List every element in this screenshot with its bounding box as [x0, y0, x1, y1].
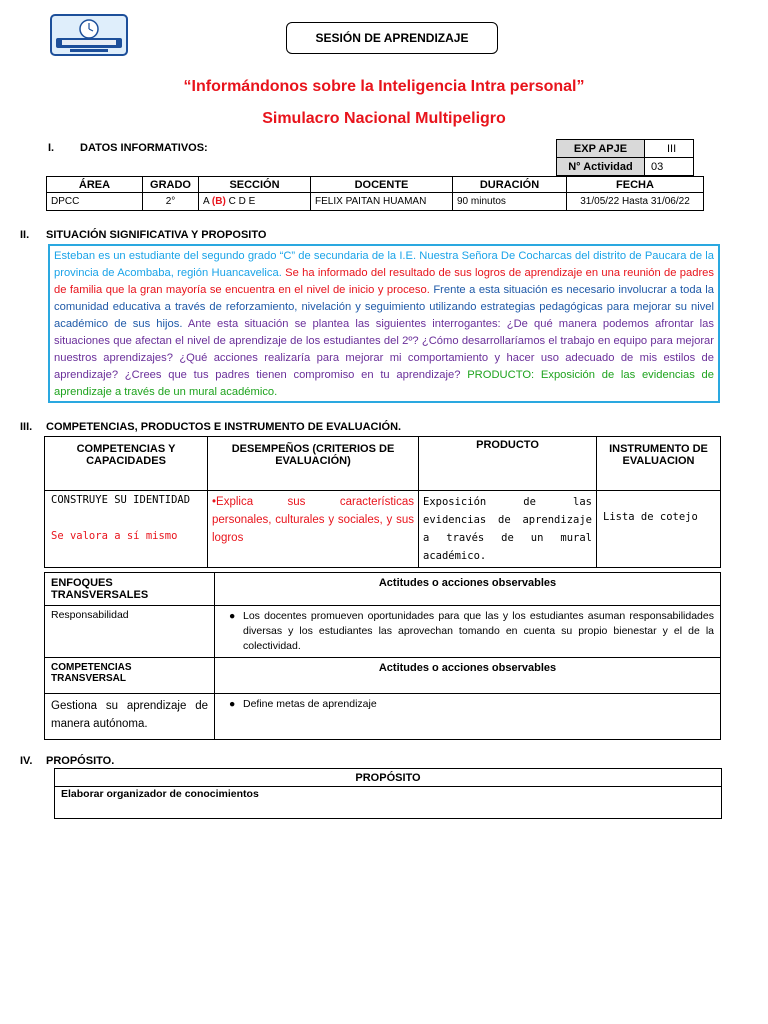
exp-label: EXP APJE — [557, 140, 645, 158]
table-row — [45, 491, 721, 568]
section2-number: II. — [20, 229, 30, 241]
cell-fecha: 31/05/22 Hasta 31/06/22 — [567, 193, 704, 211]
cell-seccion — [199, 193, 311, 211]
situation-text-4: Ante esta situación se plantea las siguientes interrogantes: ¿De qué manera podemos afrontar las situaciones que afectan el nivel de aprendizaje de los estudiantes del 2º? ¿Cómo desarrollaríamos el trabajo en equipo para mejorar nuestros aprendizajes? ¿Qué acciones realizaría para mejorar mi comportamiento y hacer uso adecuado de mis estilos de aprendizaje? ¿Crees que tus padres tienen compromiso en tu aprendizaje? — [54, 318, 714, 381]
actividad-label: N° Actividad — [557, 158, 645, 176]
table-row — [47, 193, 704, 211]
cell-competencia-accion — [215, 694, 721, 740]
competencia-name: CONSTRUYE SU IDENTIDAD — [51, 494, 191, 506]
session-title: SESIÓN DE APRENDIZAJE — [315, 31, 469, 45]
datos-table — [46, 176, 704, 211]
situation-box — [48, 244, 720, 403]
school-logo — [50, 14, 128, 56]
enfoques-table — [44, 572, 721, 740]
cell-grado: 2° — [143, 193, 199, 211]
cell-docente: FELIX PAITAN HUAMAN — [311, 193, 453, 211]
seccion-rest: C D E — [228, 196, 256, 207]
col-instrumento: INSTRUMENTO DE EVALUACION — [597, 437, 721, 491]
col-enfoques: ENFOQUES TRANSVERSALES — [45, 573, 215, 606]
seccion-selected: (B) — [211, 196, 226, 207]
cell-desempeno: •Explica sus características personales, culturales y sociales, y sus logros — [208, 491, 419, 568]
page-subtitle: Simulacro Nacional Multipeligro — [262, 110, 506, 127]
section4-number: IV. — [20, 755, 33, 767]
section4-heading: PROPÓSITO. — [46, 755, 115, 767]
col-desempenos: DESEMPEÑOS (CRITERIOS DE EVALUACIÓN) — [208, 437, 419, 491]
col-actitudes: Actitudes o acciones observables — [215, 573, 721, 606]
proposito-table — [54, 768, 722, 819]
situation-text-2: Se ha informado del resultado de sus logros de aprendizaje en una reunión de padres de familia que la gran mayoría se encuentra en el nivel de inicio y proceso. — [54, 267, 714, 296]
table-row — [55, 787, 722, 819]
table-row — [45, 606, 721, 658]
col-docente: DOCENTE — [311, 177, 453, 193]
seccion-a: A — [203, 196, 210, 207]
cell-area: DPCC — [47, 193, 143, 211]
actividad-value: 03 — [645, 158, 694, 176]
proposito-text: Elaborar organizador de conocimientos — [55, 787, 722, 819]
bullet-icon: ● — [229, 610, 236, 622]
situation-product: PRODUCTO: Exposición de las evidencias de aprendizaje a través de un mural académico. — [54, 369, 715, 398]
cell-competencia — [45, 491, 208, 568]
col-fecha: FECHA — [567, 177, 704, 193]
exp-table — [556, 139, 694, 176]
section3-heading: COMPETENCIAS, PRODUCTOS E INSTRUMENTO DE EVALUACIÓN. — [46, 421, 402, 433]
col-producto: PRODUCTO — [419, 437, 597, 491]
cell-producto: Exposición de las evidencias de aprendizaje a través de un mural académico. — [419, 491, 597, 568]
cell-enfoque: Responsabilidad — [45, 606, 215, 658]
enfoque-accion-text: Los docentes promueven oportunidades para que las y los estudiantes asuman responsabilidades diversas y los estudiantes las aprovechan tomando en cuenta su propio bienestar y el de la colectividad. — [243, 610, 714, 652]
section1-heading: DATOS INFORMATIVOS: — [80, 142, 208, 154]
section1-number: I. — [48, 142, 55, 154]
situation-text-1: Esteban es un estudiante del segundo grado “C” de secundaria de la I.E. Nuestra Señora De Cocharcas del distrito de Paucara de la provincia de Acombaba, región Huancavelica. — [54, 250, 714, 279]
section2-heading: SITUACIÓN SIGNIFICATIVA Y PROPOSITO — [46, 229, 267, 241]
section3-number: III. — [20, 421, 33, 433]
col-area: ÁREA — [47, 177, 143, 193]
exp-value: III — [645, 140, 694, 158]
session-title-box — [286, 22, 498, 54]
page-title: “Informándonos sobre la Inteligencia Intra personal” — [183, 78, 585, 95]
col-actitudes-2: Actitudes o acciones observables — [215, 658, 721, 694]
cell-duracion: 90 minutos — [453, 193, 567, 211]
capacidad-name: Se valora a sí mismo — [51, 530, 178, 542]
cell-competencia-transversal: Gestiona su aprendizaje de manera autónoma. — [45, 694, 215, 740]
table-row — [45, 694, 721, 740]
col-seccion: SECCIÓN — [199, 177, 311, 193]
cell-instrumento: Lista de cotejo — [597, 491, 721, 568]
col-duracion: DURACIÓN — [453, 177, 567, 193]
competencia-accion-text: Define metas de aprendizaje — [243, 698, 377, 710]
col-competencia-transversal: COMPETENCIAS TRANSVERSAL — [45, 658, 215, 694]
col-grado: GRADO — [143, 177, 199, 193]
competencias-table — [44, 436, 721, 568]
proposito-header: PROPÓSITO — [55, 769, 722, 787]
situation-text-3: Frente a esta situación es necesario involucrar a toda la comunidad educativa a través de reforzamiento, nivelación y seguimiento utilizando estrategias pedagógicas para mejorar su nivel académico de sus hijos. — [54, 284, 715, 330]
bullet-icon: ● — [229, 698, 236, 710]
col-competencias: COMPETENCIAS Y CAPACIDADES — [45, 437, 208, 491]
cell-enfoque-accion — [215, 606, 721, 658]
